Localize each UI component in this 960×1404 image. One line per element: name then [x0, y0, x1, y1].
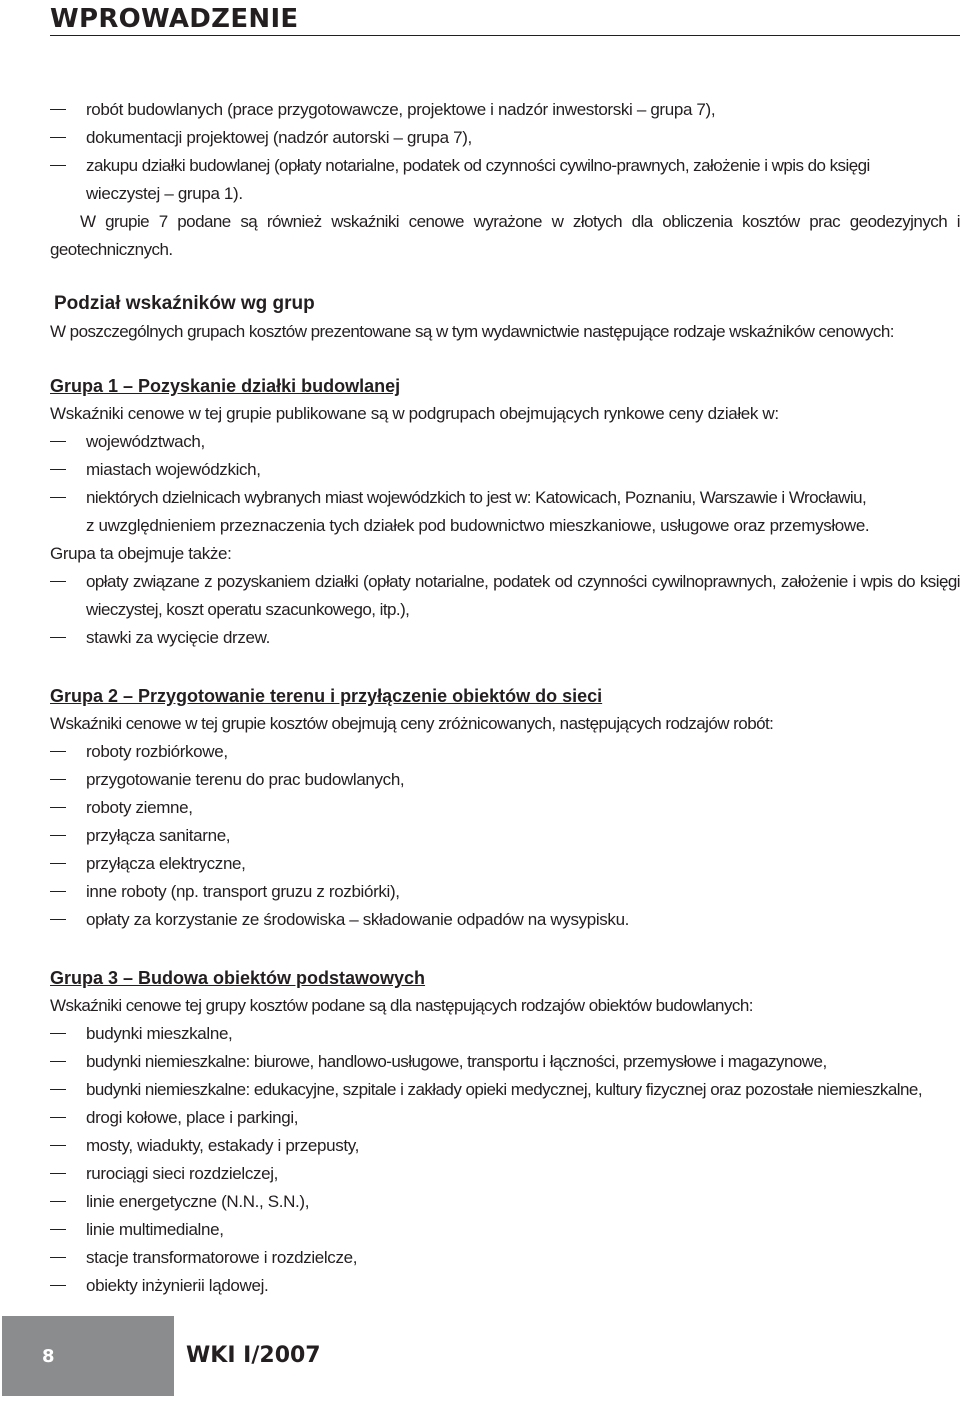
list-item: zakupu działki budowlanej (opłaty notarialne, podatek od czynności cywilno-prawnych, założenie i wpis do księgi: [50, 152, 960, 180]
dash-bullet-icon: [50, 497, 66, 498]
dash-bullet-icon: [50, 1089, 66, 1090]
list-item: roboty ziemne,: [50, 794, 960, 822]
list-item: opłaty za korzystanie ze środowiska – składowanie odpadów na wysypisku.: [50, 906, 960, 934]
dash-bullet-icon: [50, 637, 66, 638]
list-item: budynki niemieszkalne: edukacyjne, szpitale i zakłady opieki medycznej, kultury fizycznej oraz pozostałe niemieszkalne,: [50, 1076, 960, 1104]
list-item: budynki mieszkalne,: [50, 1020, 960, 1048]
intro-paragraph: W grupie 7 podane są również wskaźniki cenowe wyrażone w złotych dla obliczenia kosztów prac geodezyjnych i geotechnicznych.: [50, 212, 960, 259]
dash-bullet-icon: [50, 1285, 66, 1286]
dash-bullet-icon: [50, 1201, 66, 1202]
dash-bullet-icon: [50, 1117, 66, 1118]
dash-bullet-icon: [50, 581, 66, 582]
list-item: stacje transformatorowe i rozdzielcze,: [50, 1244, 960, 1272]
list-item: robót budowlanych (prace przygotowawcze, projektowe i nadzór inwestorski – grupa 7),: [50, 96, 960, 124]
list-item: przygotowanie terenu do prac budowlanych,: [50, 766, 960, 794]
dash-bullet-icon: [50, 1229, 66, 1230]
group3-list: [50, 1020, 960, 1300]
dash-bullet-icon: [50, 1145, 66, 1146]
dash-bullet-icon: [50, 137, 66, 138]
page-header: [50, 0, 960, 36]
list-item: opłaty związane z pozyskaniem działki (opłaty notarialne, podatek od czynności cywilnoprawnych, założenie i wpis do księgi wieczystej, koszt operatu szacunkowego, itp.),: [50, 568, 960, 624]
list-item: stawki za wycięcie drzew.: [50, 624, 960, 652]
dash-bullet-icon: [50, 891, 66, 892]
group2-list: [50, 738, 960, 934]
list-item: linie multimedialne,: [50, 1216, 960, 1244]
list-item: województwach,: [50, 428, 960, 456]
page-number: 8: [42, 1346, 55, 1367]
section-title: Podział wskaźników wg grup: [54, 293, 315, 314]
dash-bullet-icon: [50, 441, 66, 442]
list-item-continuation: wieczystej – grupa 1).: [86, 184, 243, 203]
list-item: inne roboty (np. transport gruzu z rozbiórki),: [50, 878, 960, 906]
publication-name: WKI I/2007: [186, 1343, 321, 1368]
group3-lead: Wskaźniki cenowe tej grupy kosztów podane są dla następujących rodzajów obiektów budowlanych:: [50, 996, 753, 1015]
dash-bullet-icon: [50, 109, 66, 110]
dash-bullet-icon: [50, 863, 66, 864]
group1-title: Grupa 1 – Pozyskanie działki budowlanej: [50, 376, 401, 396]
dash-bullet-icon: [50, 1033, 66, 1034]
dash-bullet-icon: [50, 1173, 66, 1174]
list-item: dokumentacji projektowej (nadzór autorski – grupa 7),: [50, 124, 960, 152]
group1-also: Grupa ta obejmuje także:: [50, 544, 232, 563]
list-item: obiekty inżynierii lądowej.: [50, 1272, 960, 1300]
list-item: rurociągi sieci rozdzielczej,: [50, 1160, 960, 1188]
dash-bullet-icon: [50, 835, 66, 836]
list-item: linie energetyczne (N.N., S.N.),: [50, 1188, 960, 1216]
dash-bullet-icon: [50, 919, 66, 920]
page-content: [50, 96, 960, 1300]
dash-bullet-icon: [50, 469, 66, 470]
list-item: roboty rozbiórkowe,: [50, 738, 960, 766]
dash-bullet-icon: [50, 807, 66, 808]
list-item: drogi kołowe, place i parkingi,: [50, 1104, 960, 1132]
group2-lead: Wskaźniki cenowe w tej grupie kosztów obejmują ceny zróżnicowanych, następujących rodzajów robót:: [50, 714, 774, 733]
dash-bullet-icon: [50, 1061, 66, 1062]
list-item: miastach wojewódzkich,: [50, 456, 960, 484]
list-item: przyłącza elektryczne,: [50, 850, 960, 878]
group1-lead: Wskaźniki cenowe w tej grupie publikowane są w podgrupach obejmujących rynkowe ceny działek w:: [50, 404, 779, 423]
list-item-continuation: z uwzględnieniem przeznaczenia tych działek pod budownictwo mieszkaniowe, usługowe oraz przemysłowe.: [86, 516, 870, 535]
list-item: niektórych dzielnicach wybranych miast wojewódzkich to jest w: Katowicach, Poznaniu, Warszawie i Wrocławiu,: [50, 484, 960, 512]
group2-title: Grupa 2 – Przygotowanie terenu i przyłączenie obiektów do sieci: [50, 686, 603, 706]
page-number-box: [2, 1316, 174, 1396]
dash-bullet-icon: [50, 751, 66, 752]
dash-bullet-icon: [50, 165, 66, 166]
section-lead: W poszczególnych grupach kosztów prezentowane są w tym wydawnictwie następujące rodzaje wskaźników cenowych:: [50, 322, 894, 341]
dash-bullet-icon: [50, 779, 66, 780]
page-title: WPROWADZENIE: [50, 4, 299, 34]
list-item: mosty, wiadukty, estakady i przepusty,: [50, 1132, 960, 1160]
list-item: przyłącza sanitarne,: [50, 822, 960, 850]
list-item: budynki niemieszkalne: biurowe, handlowo-usługowe, transportu i łączności, przemysłowe i magazynowe,: [50, 1048, 960, 1076]
group3-title: Grupa 3 – Budowa obiektów podstawowych: [50, 968, 426, 988]
dash-bullet-icon: [50, 1257, 66, 1258]
